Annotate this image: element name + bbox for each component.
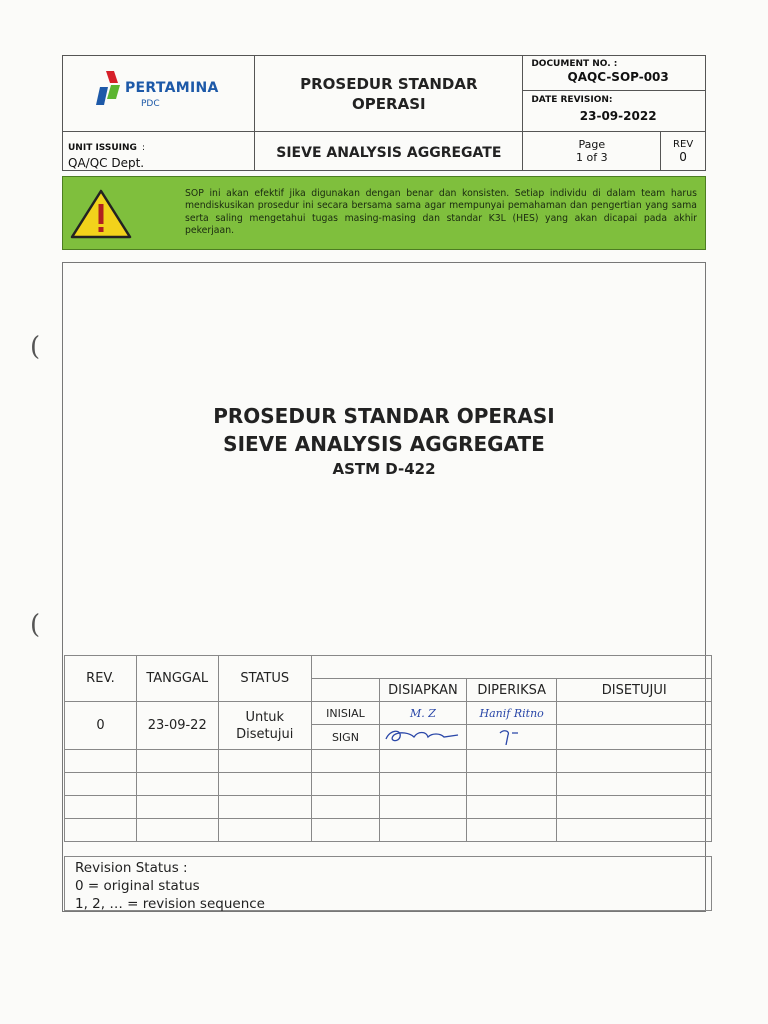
subject-title: SIEVE ANALYSIS AGGREGATE (276, 144, 502, 161)
doc-no-value: QAQC-SOP-003 (567, 70, 669, 84)
revision-status-line1: 0 = original status (75, 878, 200, 894)
inisial-disiapkan-cell (379, 702, 466, 725)
revision-table (64, 655, 712, 842)
cover-title-line1: PROSEDUR STANDAR OPERASI (213, 404, 555, 428)
row-tanggal: 23-09-22 (136, 702, 218, 750)
warning-triangle-icon (70, 189, 132, 239)
col-header-disiapkan: DISIAPKAN (379, 679, 466, 702)
unit-issuing-cell (63, 132, 255, 171)
row-status-line1: Untuk (245, 709, 285, 725)
inisial-disiapkan: M. Z (409, 706, 436, 720)
punch-hole-mark: ( (30, 332, 41, 362)
cover-title-line2: SIEVE ANALYSIS AGGREGATE (223, 432, 545, 456)
logo-subtext: PDC (141, 99, 160, 109)
inisial-diperiksa-cell (466, 702, 556, 725)
signature-diperiksa-icon (492, 725, 532, 745)
inisial-label: INISIAL (311, 702, 379, 725)
page-value: 1 of 3 (575, 151, 608, 164)
inisial-disetujui-cell (557, 702, 712, 725)
cover-title-line3: ASTM D-422 (332, 460, 436, 478)
row-rev: 0 (65, 702, 137, 750)
sign-diperiksa-cell (466, 725, 556, 750)
label-spacer (311, 679, 379, 702)
unit-issuing-value: QA/QC Dept. (68, 156, 145, 170)
date-revision-value: 23-09-2022 (579, 109, 657, 123)
rev-cell (661, 132, 706, 171)
signature-disiapkan-icon (380, 725, 466, 745)
header-title-line1: PROSEDUR STANDAR (300, 74, 478, 93)
revision-status-box (64, 856, 712, 911)
header-spacer (311, 656, 711, 679)
title-cell (255, 56, 523, 132)
document-header (62, 55, 706, 171)
revision-status-title: Revision Status : (75, 860, 188, 876)
logo-text: PERTAMINA (125, 80, 219, 96)
page-cell (523, 132, 661, 171)
unit-issuing-label: UNIT ISSUING (68, 143, 137, 153)
doc-info-cell (523, 56, 706, 132)
subject-cell (255, 132, 523, 171)
logo-cell (63, 56, 255, 132)
warning-banner (62, 176, 706, 250)
rev-label: REV (673, 138, 694, 150)
unit-issuing-colon: : (142, 143, 146, 153)
col-header-disetujui: DISETUJUI (557, 679, 712, 702)
inisial-diperiksa: Hanif Ritno (479, 706, 544, 720)
row-status-line2: Disetujui (236, 726, 294, 742)
col-header-status: STATUS (218, 656, 311, 702)
sign-label: SIGN (311, 725, 379, 750)
warning-text: SOP ini akan efektif jika digunakan dengan benar dan konsisten. Setiap individu di dalam team harus mendiskusikan prosedur ini secara bersama sama agar mempunyai pemahaman dan pengertian yang sama serta saling mengetahui tugas masing-masing dan standar K3L (HES) yang akan dicapai pada akhir pekerjaan. (185, 188, 697, 237)
revision-status-line2: 1, 2, … = revision sequence (75, 896, 265, 912)
page-label: Page (578, 138, 606, 151)
sign-disetujui-cell (557, 725, 712, 750)
header-title-line2: OPERASI (352, 94, 426, 113)
row-status (218, 702, 311, 750)
pertamina-logo-icon (96, 71, 124, 111)
doc-no-label: DOCUMENT NO. : (531, 59, 618, 69)
sign-disiapkan-cell (379, 725, 466, 750)
date-revision-label: DATE REVISION: (531, 95, 613, 105)
col-header-tanggal: TANGGAL (136, 656, 218, 702)
rev-value: 0 (679, 149, 687, 164)
col-header-rev: REV. (65, 656, 137, 702)
col-header-diperiksa: DIPERIKSA (466, 679, 556, 702)
punch-hole-mark: ( (30, 610, 41, 640)
